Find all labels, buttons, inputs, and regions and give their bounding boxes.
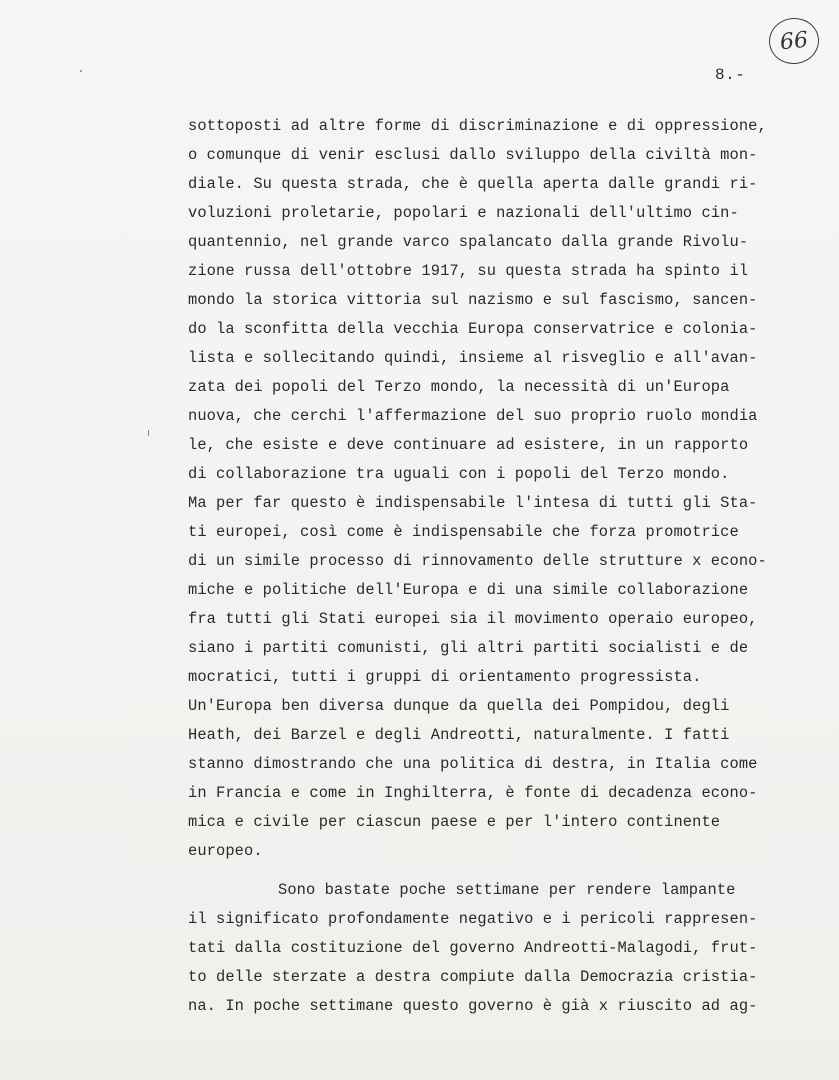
text-line: diale. Su questa strada, che è quella aperta dalle grandi ri- [188,175,758,193]
text-line: siano i partiti comunisti, gli altri partiti socialisti e de [188,639,749,657]
paper-speck [80,70,82,72]
text-line: europeo. [188,842,263,860]
text-line: miche e politiche dell'Europa e di una simile collaborazione [188,581,749,599]
body-text [188,112,808,1021]
text-line: Sono bastate poche settimane per rendere lampante [278,881,736,899]
paragraph-1 [188,112,808,866]
page-number: 8.- [715,66,746,84]
text-line: na. In poche settimane questo governo è già x riuscito ad ag- [188,997,758,1015]
stamp-number: 66 [778,27,810,55]
text-line: in Francia e come in Inghilterra, è fonte di decadenza econo- [188,784,758,802]
text-line: il significato profondamente negativo e i pericoli rappresen- [188,910,758,928]
archive-stamp [767,16,822,67]
text-line: Ma per far questo è indispensabile l'intesa di tutti gli Sta- [188,494,758,512]
text-line: mica e civile per ciascun paese e per l'intero continente [188,813,721,831]
text-line: stanno dimostrando che una politica di destra, in Italia come [188,755,758,773]
text-line: sottoposti ad altre forme di discriminazione e di oppressione, [188,117,767,135]
text-line: di collaborazione tra uguali con i popoli del Terzo mondo. [188,465,730,483]
text-line: quantennio, nel grande varco spalancato dalla grande Rivolu- [188,233,749,251]
text-line: lista e sollecitando quindi, insieme al risveglio e all'avan- [188,349,758,367]
text-line: tati dalla costituzione del governo Andreotti-Malagodi, frut- [188,939,758,957]
text-line: fra tutti gli Stati europei sia il movimento operaio europeo, [188,610,758,628]
text-line: zione russa dell'ottobre 1917, su questa strada ha spinto il [188,262,749,280]
text-line: zata dei popoli del Terzo mondo, la necessità di un'Europa [188,378,730,396]
text-line: ti europei, così come è indispensabile che forza promotrice [188,523,739,541]
text-line: le, che esiste e deve continuare ad esistere, in un rapporto [188,436,749,454]
text-line: o comunque di venir esclusi dallo sviluppo della civiltà mon- [188,146,758,164]
text-line: voluzioni proletarie, popolari e nazionali dell'ultimo cin- [188,204,739,222]
text-line: Heath, dei Barzel e degli Andreotti, naturalmente. I fatti [188,726,730,744]
text-line: nuova, che cerchi l'affermazione del suo proprio ruolo mondia [188,407,758,425]
text-line: to delle sterzate a destra compiute dalla Democrazia cristia- [188,968,758,986]
paragraph-2 [188,876,808,1021]
text-line: mocratici, tutti i gruppi di orientamento progressista. [188,668,702,686]
paper-speck [148,430,149,436]
text-line: mondo la storica vittoria sul nazismo e sul fascismo, sancen- [188,291,758,309]
text-line: di un simile processo di rinnovamento delle strutture x econo- [188,552,767,570]
text-line: do la sconfitta della vecchia Europa conservatrice e colonia- [188,320,758,338]
text-line: Un'Europa ben diversa dunque da quella dei Pompidou, degli [188,697,730,715]
